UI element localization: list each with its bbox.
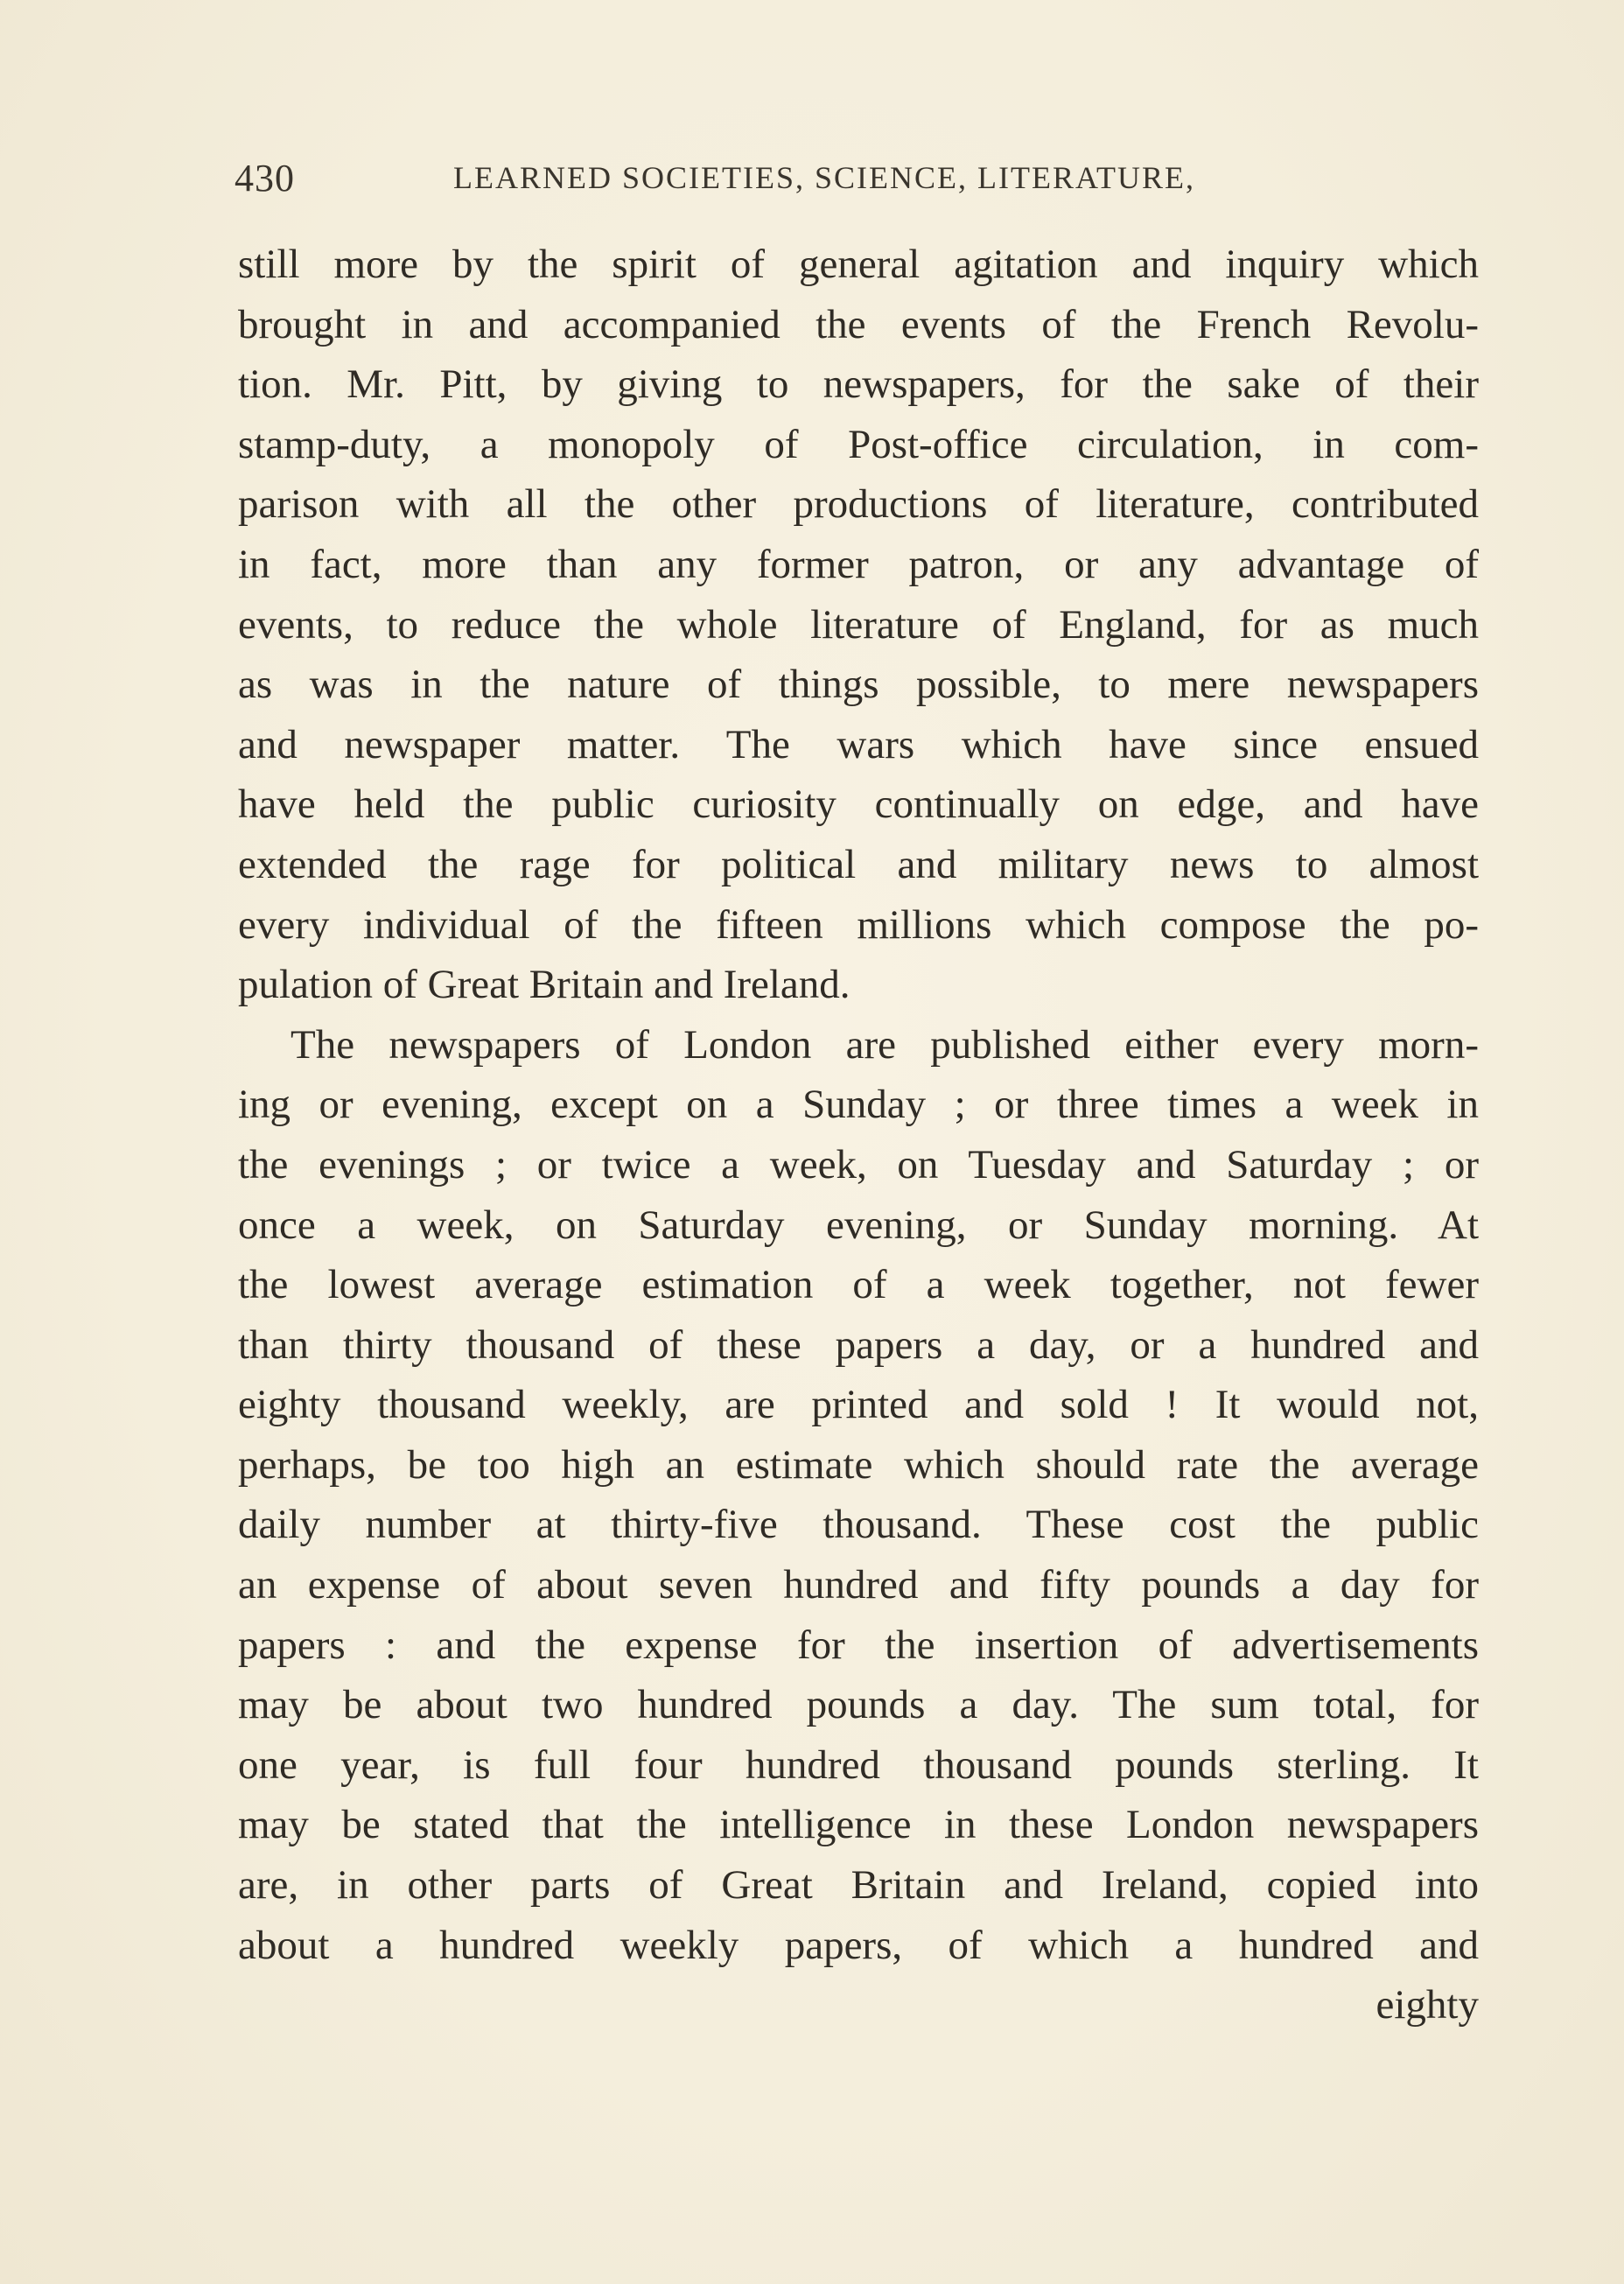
text-line: parison with all the other productions of literature, contributed xyxy=(238,481,1479,528)
text-line: the evenings ; or twice a week, on Tuesday and Saturday ; or xyxy=(238,1141,1479,1188)
text-line: tion. Mr. Pitt, by giving to newspapers, for the sake of their xyxy=(238,361,1479,408)
text-line: extended the rage for political and military news to almost xyxy=(238,841,1479,887)
text-line: pulation of Great Britain and Ireland. xyxy=(238,962,850,1008)
text-line: daily number at thirty-five thousand. These cost the public xyxy=(238,1502,1479,1548)
text-line: once a week, on Saturday evening, or Sunday morning. At xyxy=(238,1202,1479,1248)
text-line: eighty thousand weekly, are printed and sold ! It would not, xyxy=(238,1382,1479,1428)
text-line: stamp-duty, a monopoly of Post-office circulation, in com- xyxy=(238,421,1479,467)
text-line: perhaps, be too high an estimate which should rate the average xyxy=(238,1441,1479,1488)
text-line: The newspapers of London are published either every morn- xyxy=(290,1021,1479,1068)
body-text xyxy=(238,235,1479,2035)
text-line: still more by the spirit of general agitation and inquiry which xyxy=(238,242,1479,287)
running-head xyxy=(234,156,1477,208)
text-line: may be about two hundred pounds a day. The sum total, for xyxy=(238,1682,1479,1728)
text-line: as was in the nature of things possible, to mere newspapers xyxy=(238,662,1479,708)
text-line: an expense of about seven hundred and fifty pounds a day for xyxy=(238,1562,1479,1608)
text-line: are, in other parts of Great Britain and Ireland, copied into xyxy=(238,1862,1479,1909)
page-number: 430 xyxy=(234,157,295,200)
text-line: events, to reduce the whole literature of England, for as much xyxy=(238,601,1479,648)
text-line: about a hundred weekly papers, of which a hundred and xyxy=(238,1922,1479,1968)
text-line: papers : and the expense for the insertion of advertisements xyxy=(238,1622,1479,1668)
catchword: eighty xyxy=(1376,1982,1479,2028)
running-title: LEARNED SOCIETIES, SCIENCE, LITERATURE, xyxy=(453,160,1195,195)
text-line: one year, is full four hundred thousand pounds sterling. It xyxy=(238,1741,1479,1788)
text-line: in fact, more than any former patron, or any advantage of xyxy=(238,541,1479,587)
text-line: have held the public curiosity continually on edge, and have xyxy=(238,781,1479,828)
text-line: and newspaper matter. The wars which have since ensued xyxy=(238,721,1479,767)
text-line: may be stated that the intelligence in these London newspapers xyxy=(238,1802,1479,1848)
text-line: ing or evening, except on a Sunday ; or three times a week in xyxy=(238,1082,1479,1128)
text-line: brought in and accompanied the events of the French Revolu- xyxy=(238,301,1479,347)
text-line: than thirty thousand of these papers a day, or a hundred and xyxy=(238,1321,1479,1368)
text-line: the lowest average estimation of a week together, not fewer xyxy=(238,1262,1479,1308)
text-line: every individual of the fifteen millions which compose the po- xyxy=(238,901,1479,948)
